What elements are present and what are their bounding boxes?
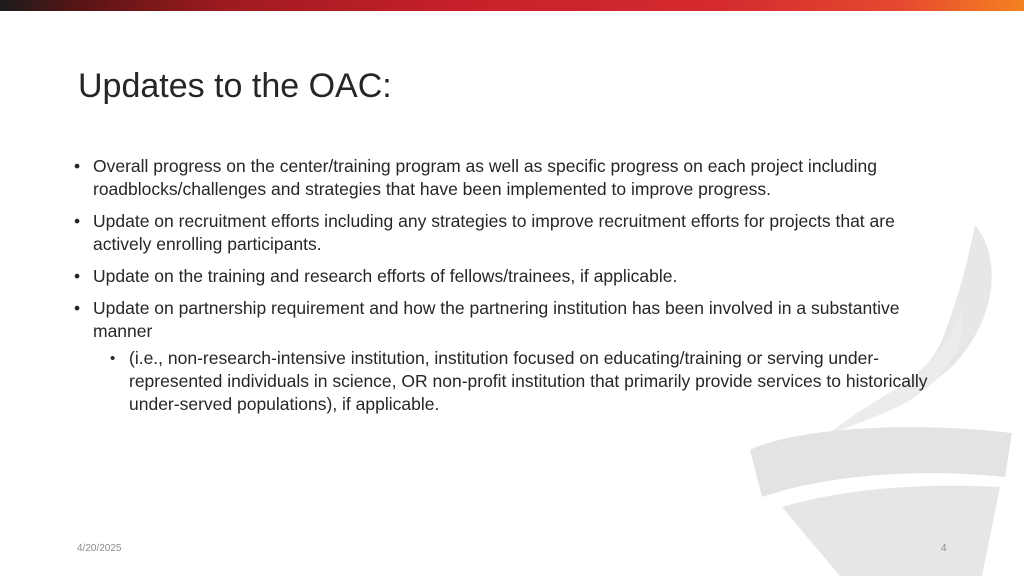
bullet-list-container [74, 155, 954, 425]
slide-number: 4 [941, 543, 947, 554]
list-item [74, 210, 954, 256]
sub-bullet-list [110, 347, 954, 416]
list-item-text: Update on recruitment efforts including any strategies to improve recruitment efforts for projects that are actively enrolling participants. [93, 211, 895, 254]
list-item [74, 155, 954, 201]
page-title: Updates to the OAC: [78, 67, 392, 105]
list-item [74, 265, 954, 288]
list-item [74, 297, 954, 416]
footer-date: 4/20/2025 [77, 543, 122, 554]
sub-list-item-text: (i.e., non-research-intensive institution, institution focused on educating/training or serving under-represented individuals in science, OR non-profit institution that primarily provide services to historically under-served populations), if applicable. [129, 348, 928, 414]
list-item-text: Overall progress on the center/training program as well as specific progress on each project including roadblocks/challenges and strategies that have been implemented to improve progress. [93, 156, 878, 199]
list-item-text: Update on partnership requirement and how the partnering institution has been involved in a substantive manner [93, 298, 900, 341]
bullet-list [74, 155, 954, 416]
list-item-text: Update on the training and research efforts of fellows/trainees, if applicable. [93, 266, 678, 286]
bullet-icon: • [74, 266, 81, 286]
bullet-icon: • [74, 211, 81, 231]
bullet-icon: • [74, 298, 81, 318]
bullet-icon: • [110, 350, 116, 367]
sub-list-item [110, 347, 954, 416]
top-accent-bar [0, 0, 1024, 11]
bullet-icon: • [74, 156, 81, 176]
